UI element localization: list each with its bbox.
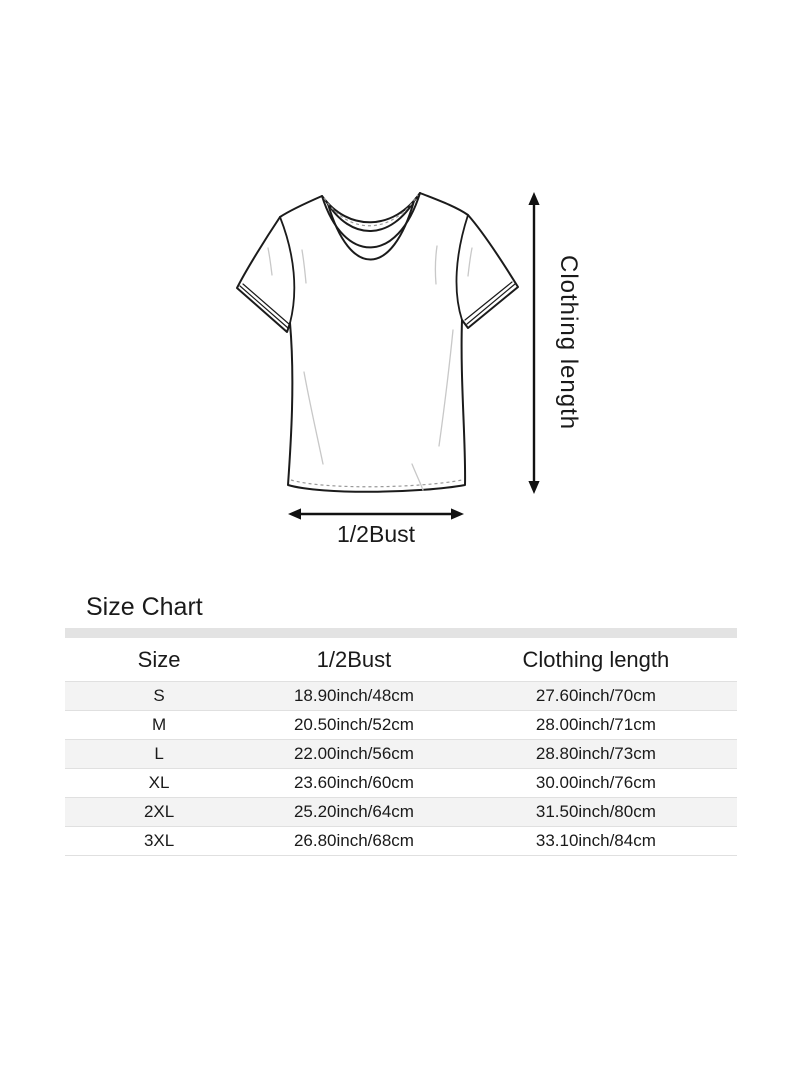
clothing-length-label: Clothing length bbox=[555, 255, 582, 431]
clothing-length-cell: 30.00inch/76cm bbox=[455, 769, 737, 798]
half-bust-cell: 22.00inch/56cm bbox=[253, 740, 455, 769]
tshirt-line-drawing bbox=[222, 180, 522, 510]
size-table bbox=[65, 638, 737, 856]
half-bust-cell: 23.60inch/60cm bbox=[253, 769, 455, 798]
table-header-row bbox=[65, 638, 737, 682]
column-header-clothing-length: Clothing length bbox=[522, 646, 670, 672]
clothing-length-cell: 28.80inch/73cm bbox=[455, 740, 737, 769]
title-divider-band bbox=[65, 628, 737, 638]
column-header-half-bust: 1/2Bust bbox=[316, 646, 392, 672]
clothing-length-cell: 33.10inch/84cm bbox=[455, 827, 737, 856]
table-row bbox=[65, 827, 737, 856]
size-cell: 3XL bbox=[65, 827, 253, 856]
size-cell: M bbox=[65, 711, 253, 740]
half-bust-cell: 25.20inch/64cm bbox=[253, 798, 455, 827]
table-row bbox=[65, 769, 737, 798]
clothing-length-cell: 31.50inch/80cm bbox=[455, 798, 737, 827]
size-chart-title: Size Chart bbox=[86, 593, 203, 621]
clothing-length-cell: 27.60inch/70cm bbox=[455, 682, 737, 711]
table-row bbox=[65, 740, 737, 769]
size-chart-section bbox=[65, 592, 737, 856]
size-cell: L bbox=[65, 740, 253, 769]
half-bust-label: 1/2Bust bbox=[337, 521, 415, 547]
clothing-length-cell: 28.00inch/71cm bbox=[455, 711, 737, 740]
half-bust-cell: 26.80inch/68cm bbox=[253, 827, 455, 856]
half-bust-cell: 18.90inch/48cm bbox=[253, 682, 455, 711]
tshirt-illustration bbox=[222, 180, 522, 510]
size-cell: XL bbox=[65, 769, 253, 798]
column-header-size: Size bbox=[137, 646, 181, 672]
table-row bbox=[65, 798, 737, 827]
table-row bbox=[65, 682, 737, 711]
size-cell: S bbox=[65, 682, 253, 711]
half-bust-cell: 20.50inch/52cm bbox=[253, 711, 455, 740]
size-cell: 2XL bbox=[65, 798, 253, 827]
table-row bbox=[65, 711, 737, 740]
